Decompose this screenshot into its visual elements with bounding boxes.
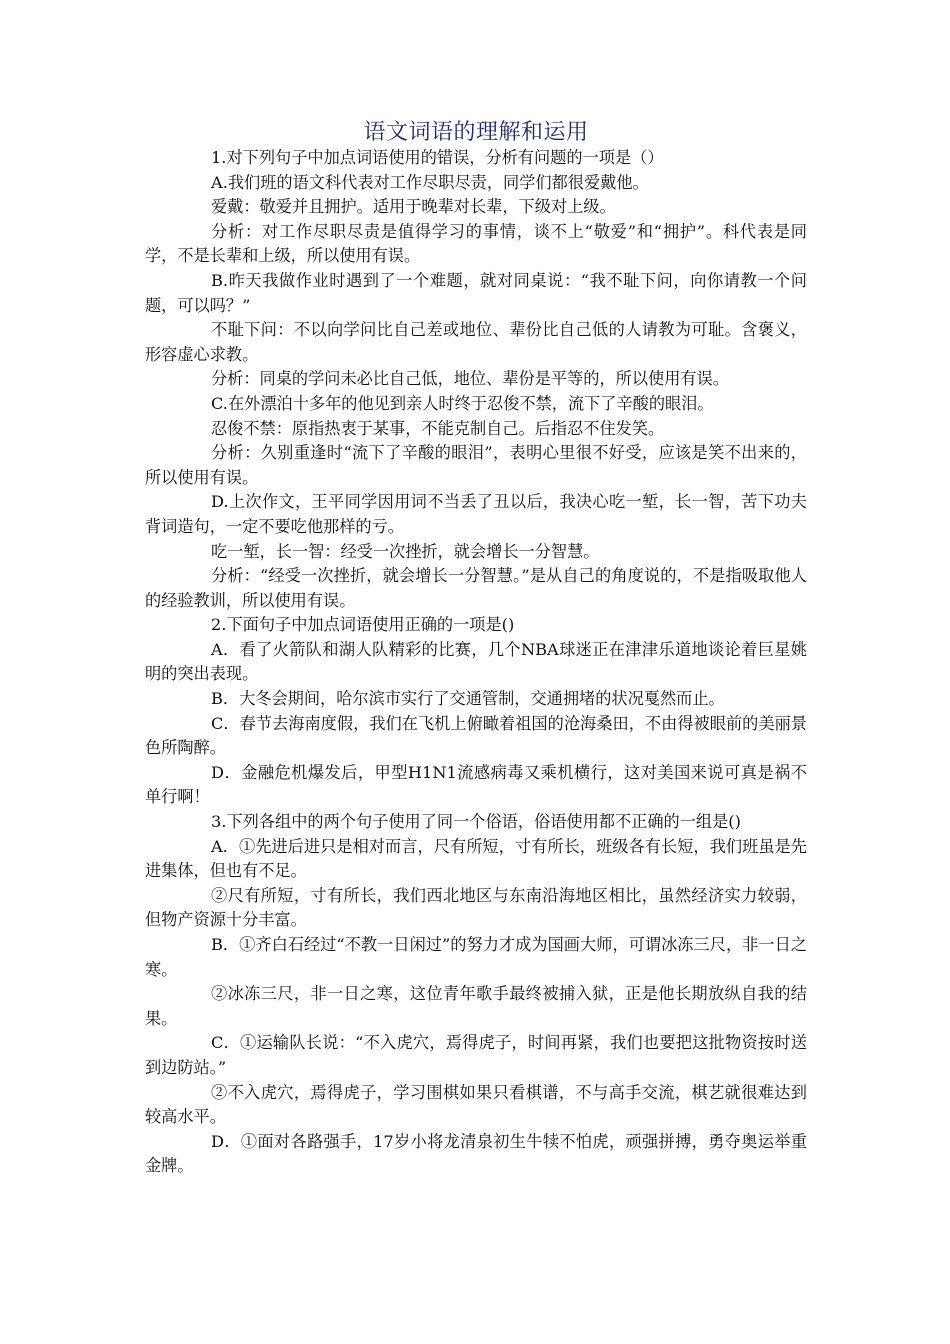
paragraph: C．①运输队长说：“不入虎穴，焉得虎子，时间再紧，我们也要把这批物资按时送到边防站。” [145,1033,807,1077]
paragraph: A．①先进后进只是相对而言，尺有所短，寸有所长，班级各有长短，我们班虽是先进集体，但也有不足。 [145,836,807,881]
paragraph: ②不入虎穴，焉得虎子，学习围棋如果只看棋谱，不与高手交流，棋艺就很难达到较高水平。 [145,1082,807,1127]
paragraph: 1.对下列句子中加点词语使用的错误，分析有问题的一项是（） [211,148,664,167]
paragraph: C.在外漂泊十多年的他见到亲人时终于忍俊不禁，流下了辛酸的眼泪。 [211,393,714,413]
paragraph: ②冰冻三尺，非一日之寒，这位青年歌手最终被捕入狱，正是他长期放纵自我的结果。 [145,984,807,1028]
paragraph: B.昨天我做作业时遇到了一个难题，就对同桌说：“我不耻下问，向你请教一个问题，可以吗？” [145,270,807,315]
paragraph: 3.下列各组中的两个句子使用了同一个俗语，俗语使用都不正确的一组是() [211,812,741,832]
paragraph: B．大冬会期间，哈尔滨市实行了交通管制，交通拥堵的状况戛然而止。 [211,689,725,709]
paragraph: D.上次作文，王平同学因用词不当丢了丑以后，我决心吃一堑，长一智，苦下功夫背词造句，一定不要吃他那样的亏。 [145,492,807,536]
paragraph: 2.下面句子中加点词语使用正确的一项是() [211,615,515,635]
paragraph: 不耻下问：不以向学问比自己差或地位、辈份比自己低的人请教为可耻。含褒义，形容虚心求教。 [145,320,807,364]
paragraph: 分析：“经受一次挫折，就会增长一分智慧。”是从自己的角度说的，不是指吸取他人的经验教训，所以使用有误。 [145,566,807,610]
paragraph: A.我们班的语文科代表对工作尽职尽责，同学们都很爱戴他。 [211,172,649,192]
paragraph: C．春节去海南度假，我们在飞机上俯瞰着祖国的沧海桑田，不由得被眼前的美丽景色所陶醉。 [145,713,807,758]
document-title: 语文词语的理解和运用 [363,120,589,145]
paragraph: 分析：对工作尽职尽责是值得学习的事情，谈不上“敬爱”和“拥护”。科代表是同学，不是长辈和上级，所以使用有误。 [145,221,807,266]
paragraph: B．①齐白石经过“不教一日闲过”的努力才成为国画大师，可谓冰冻三尺，非一日之寒。 [145,935,807,979]
paragraph: 吃一堑，长一智：经受一次挫折，就会增长一分智慧。 [211,541,600,561]
paragraph: 忍俊不禁：原指热衷于某事，不能克制自己。后指忍不住发笑。 [211,418,665,438]
paragraph: ②尺有所短，寸有所长，我们西北地区与东南沿海地区相比，虽然经济实力较弱，但物产资源十分丰富。 [145,885,807,930]
paragraph: 分析：久别重逢时“流下了辛酸的眼泪”，表明心里很不好受，应该是笑不出来的，所以使用有误。 [145,443,807,487]
paragraph: 分析：同桌的学问未必比自己低，地位、辈份是平等的，所以使用有误。 [211,369,729,389]
paragraph: D．金融危机爆发后，甲型H1N1流感病毒又乘机横行，这对美国来说可真是祸不单行啊！ [145,762,807,807]
paragraph: 爱戴：敬爱并且拥护。适用于晚辈对长辈，下级对上级。 [211,197,616,217]
paragraph: D．①面对各路强手，17岁小将龙清泉初生牛犊不怕虎，顽强拼搏，勇夺奥运举重金牌。 [145,1131,807,1176]
paragraph: A．看了火箭队和湖人队精彩的比赛，几个NBA球迷正在津津乐道地谈论着巨星姚明的突出表现。 [145,639,807,684]
